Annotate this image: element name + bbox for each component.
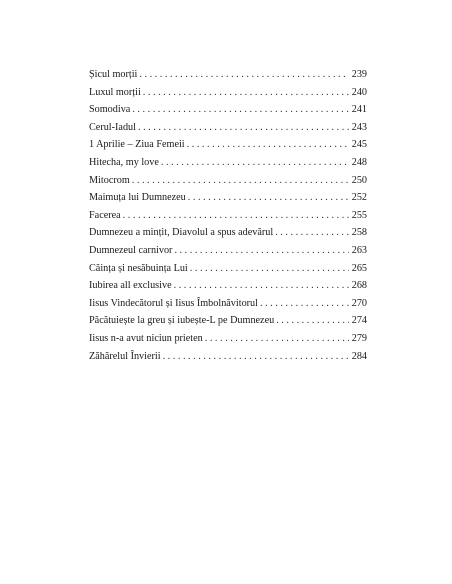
toc-entry (89, 242, 367, 260)
toc-entry-page: 263 (351, 244, 367, 256)
toc-entry-title: Luxul morții (89, 86, 141, 98)
dot-leader (123, 207, 349, 225)
toc-entry-page: 270 (351, 297, 367, 309)
dot-leader (275, 224, 349, 242)
toc-entry-page: 265 (351, 262, 367, 274)
toc-entry (89, 312, 367, 330)
dot-leader (188, 189, 349, 207)
toc-entry-page: 245 (351, 139, 367, 151)
toc-entry (89, 172, 367, 190)
toc-entry (89, 207, 367, 225)
toc-entry-title: Somodiva (89, 104, 131, 116)
toc-entry-title: Mitocrom (89, 174, 130, 186)
toc-entry (89, 101, 367, 119)
toc-entry-title: Iisus Vindecătorul și Iisus Îmbolnăvitorul (89, 297, 258, 309)
toc-entry-title: Iubirea all exclusive (89, 280, 172, 292)
toc-entry (89, 330, 367, 348)
toc-entry-title: 1 Aprilie – Ziua Femeii (89, 139, 185, 151)
dot-leader (132, 101, 348, 119)
toc-entry (89, 119, 367, 137)
toc-entry-page: 239 (351, 69, 367, 80)
toc-entry-page: 255 (351, 209, 367, 221)
toc-entry-page: 240 (351, 86, 367, 98)
toc-entry (89, 66, 367, 84)
toc-entry-title: Dumnezeu a mințit, Diavolul a spus adevărul (89, 227, 274, 239)
dot-leader (174, 277, 349, 295)
toc-entry (89, 348, 367, 366)
dot-leader (187, 136, 349, 154)
dot-leader (132, 172, 349, 190)
dot-leader (190, 260, 349, 278)
toc-entry-page: 243 (351, 121, 367, 133)
dot-leader (260, 295, 349, 313)
dot-leader (163, 348, 349, 366)
toc-entry-page: 248 (351, 156, 367, 168)
toc-entry-title: Iisus n-a avut niciun prieten (89, 332, 203, 344)
toc-entry (89, 189, 367, 207)
toc-entry-title: Facerea (89, 209, 121, 221)
toc-entry-page: 252 (351, 192, 367, 204)
dot-leader (205, 330, 349, 348)
dot-leader (174, 242, 348, 260)
toc-entry-title: Dumnezeul carnivor (89, 244, 173, 256)
toc-entry-page: 274 (351, 315, 367, 327)
toc-entry-page: 268 (351, 280, 367, 292)
dot-leader (139, 66, 348, 84)
toc-entry-page: 284 (351, 350, 367, 362)
dot-leader (161, 154, 349, 172)
toc-entry-title: Căința și nesăbuința Lui (89, 262, 188, 274)
toc-entry (89, 84, 367, 102)
toc-entry (89, 295, 367, 313)
toc-entry (89, 260, 367, 278)
dot-leader (138, 119, 349, 137)
toc-entry-page: 258 (351, 227, 367, 239)
toc-entry (89, 277, 367, 295)
dot-leader (143, 84, 349, 102)
toc-entry-title: Cerul-Iadul (89, 121, 136, 133)
toc-entry (89, 154, 367, 172)
dot-leader (276, 312, 349, 330)
toc-entry-page: 241 (351, 104, 367, 116)
toc-entry-title: Șicul morții (89, 69, 138, 80)
table-of-contents (89, 66, 367, 365)
toc-entry (89, 136, 367, 154)
toc-entry-title: Zăhărelul Învierii (89, 350, 161, 362)
toc-entry (89, 224, 367, 242)
toc-entry-title: Maimuța lui Dumnezeu (89, 192, 186, 204)
toc-entry-title: Păcătuiește la greu și iubește-L pe Dumnezeu (89, 315, 275, 327)
toc-entry-page: 279 (351, 332, 367, 344)
toc-entry-title: Hitecha, my love (89, 156, 159, 168)
toc-entry-page: 250 (351, 174, 367, 186)
